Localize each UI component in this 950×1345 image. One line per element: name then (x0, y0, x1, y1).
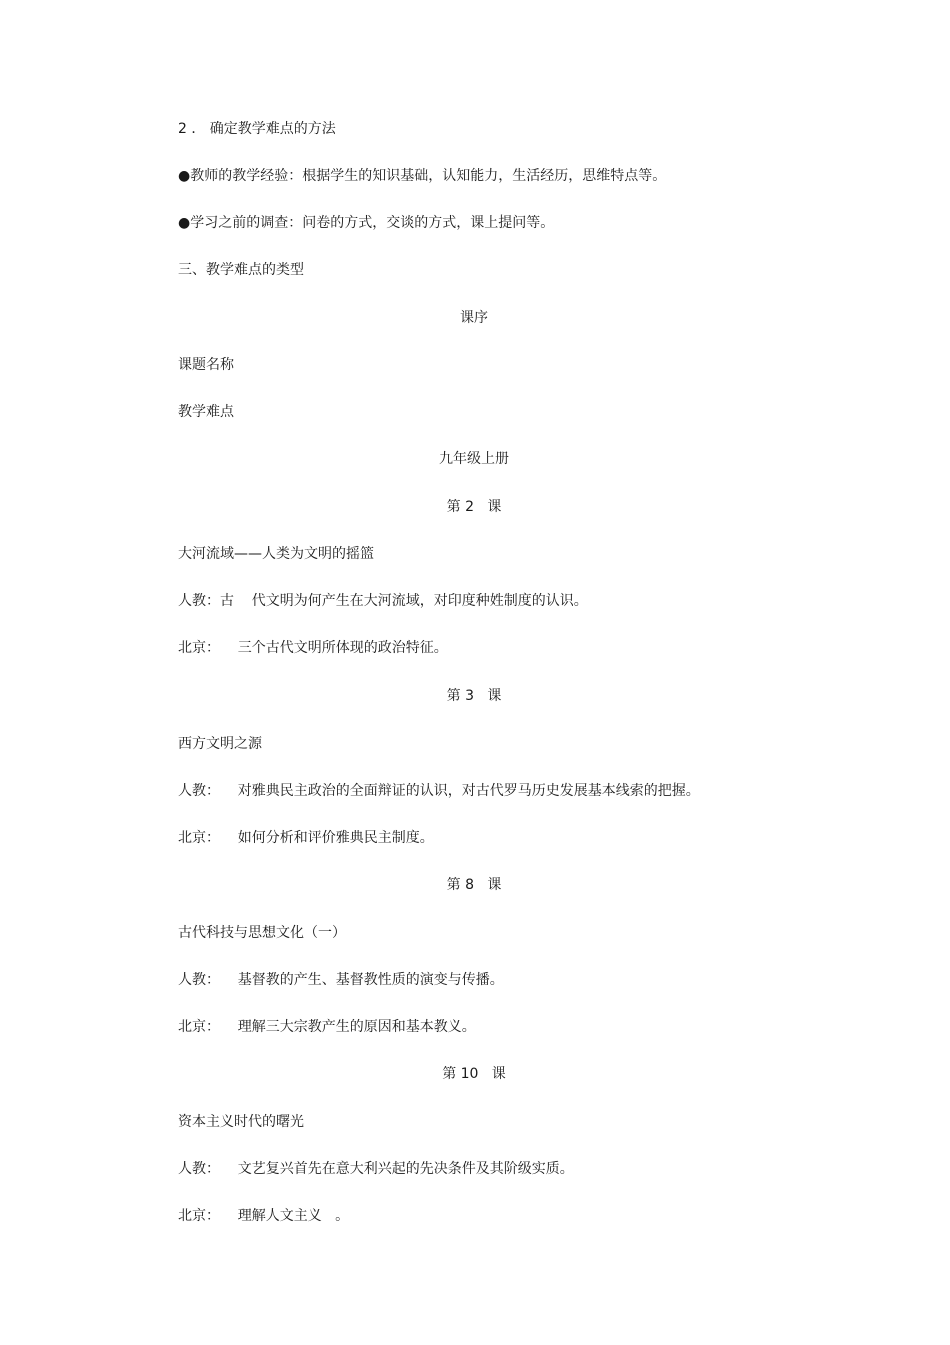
lesson-number: 第 10 课 (442, 1066, 506, 1082)
lesson-number: 第 2 课 (446, 499, 502, 515)
renjiao-difficulty: 人教： 对雅典民主政治的全面辩证的认识，对古代罗马历史发展基本线索的把握。 (178, 783, 700, 799)
lesson-title: 资本主义时代的曙光 (178, 1114, 304, 1130)
renjiao-difficulty: 人教： 基督教的产生、基督教性质的演变与传播。 (178, 972, 504, 988)
column-lesson-order: 课序 (460, 310, 488, 326)
lesson-title: 古代科技与思想文化（一） (178, 925, 346, 941)
lesson-number: 第 8 课 (446, 877, 502, 893)
beijing-difficulty: 北京： 理解人文主义 。 (178, 1208, 350, 1224)
column-teaching-difficulty: 教学难点 (178, 404, 234, 420)
beijing-difficulty: 北京： 理解三大宗教产生的原因和基本教义。 (178, 1019, 476, 1035)
method-heading: 2 ． 确定教学难点的方法 (178, 121, 336, 137)
lesson-title: 大河流域——人类为文明的摇篮 (178, 546, 374, 562)
bullet-teacher-experience: ●教师的教学经验：根据学生的知识基础，认知能力，生活经历，思维特点等。 (178, 168, 667, 184)
column-lesson-name: 课题名称 (178, 357, 234, 373)
beijing-difficulty: 北京： 如何分析和评价雅典民主制度。 (178, 830, 434, 846)
renjiao-difficulty: 人教：古 代文明为何产生在大河流域，对印度种姓制度的认识。 (178, 593, 588, 609)
section-heading-difficulty-types: 三、教学难点的类型 (178, 262, 304, 278)
lesson-number: 第 3 课 (446, 688, 502, 704)
bullet-pre-study-survey: ●学习之前的调查：问卷的方式，交谈的方式，课上提问等。 (178, 215, 555, 231)
renjiao-difficulty: 人教： 文艺复兴首先在意大利兴起的先决条件及其阶级实质。 (178, 1161, 574, 1177)
lesson-title: 西方文明之源 (178, 736, 262, 752)
beijing-difficulty: 北京： 三个古代文明所体现的政治特征。 (178, 640, 448, 656)
grade-label: 九年级上册 (439, 451, 509, 467)
